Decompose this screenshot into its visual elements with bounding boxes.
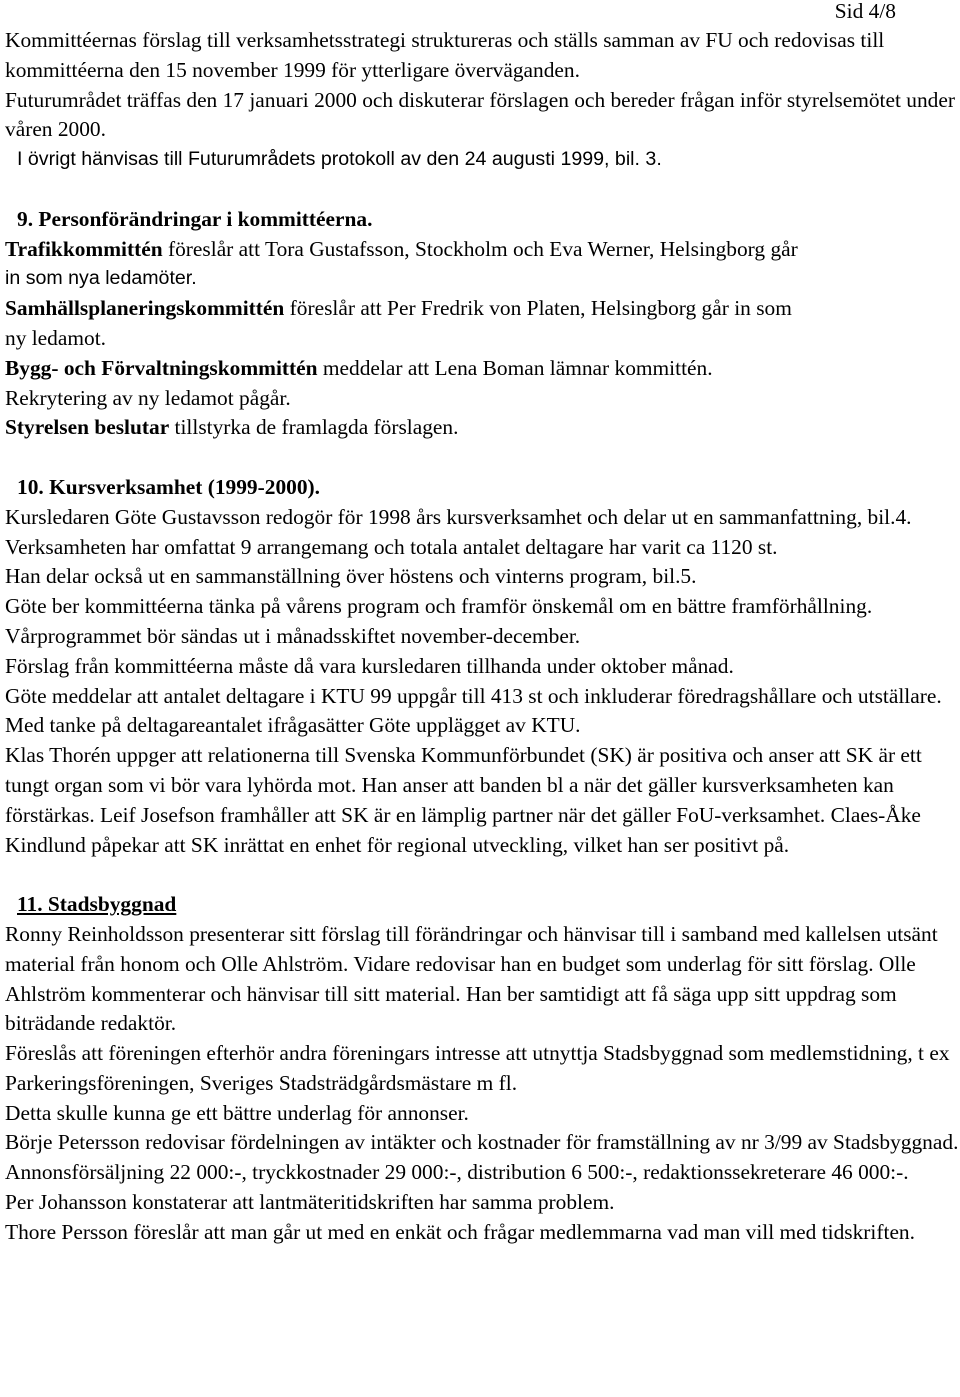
spacer (5, 443, 960, 473)
section-9-line-1-text: föreslår att Tora Gustafsson, Stockholm och Eva Werner, Helsingborg går (162, 236, 798, 261)
section-10-paragraph-1: Kursledaren Göte Gustavsson redogör för 1998 års kursverksamhet och delar ut en sammanfattning, bil.4. (5, 504, 912, 529)
section-9-line-3 (5, 354, 960, 384)
section-11-paragraph-1: Ronny Reinholdsson presenterar sitt förslag till förändringar och hänvisar till i samband med kallelsen utsänt material från honom och Olle Ahlström. Vidare redovisar han en budget som underlag för sitt förslag. Olle Ahlström kommenterar och hänvisar till sitt material. Han ber samtidigt att få säga upp sitt uppdrag som biträdande redaktör. (5, 921, 938, 1036)
section-10-paragraph-3: Han delar också ut en sammanställning över höstens och vinterns program, bil.5. (5, 564, 697, 589)
section-9-line-2-text: föreslår att Per Fredrik von Platen, Helsingborg går in som (284, 296, 792, 321)
section-11-paragraph-2: Föreslås att föreningen efterhör andra föreningars intresse att utnyttja Stadsbyggnad som medlemstidning, t ex Parkeringsföreningen, Sveriges Stadsträdgårdsmästare m fl. (5, 1041, 950, 1095)
section-10-paragraph-7: Klas Thorén uppger att relationerna till Svenska Kommunförbundet (SK) är positiva och anser att SK är ett tungt organ som vi bör vara lyhörda mot. Han anser att banden bl a när det gäller kursverksamheten kan förstärkas. Leif Josefson framhåller att SK är en lämplig partner när det gäller FoU-verksamhet. Claes-Åke Kindlund påpekar att SK inrättat en enhet för regional utveckling, vilket han ser positivt på. (5, 743, 922, 857)
futurum-paragraph-3: I övrigt hänvisas till Futurumrådets protokoll av den 24 augusti 1999, bil. 3. (17, 148, 662, 171)
section-9-line-2 (5, 294, 960, 324)
section-10-paragraph-5: Förslag från kommittéerna måste då vara kursledaren tillhanda under oktober månad. (5, 653, 734, 678)
section-11-paragraph-3: Detta skulle kunna ge ett bättre underlag för annonser. (5, 1100, 469, 1125)
page-number: Sid 4/8 (834, 0, 896, 23)
section-10-paragraph-6: Göte meddelar att antalet deltagare i KTU 99 uppgår till 413 st och inkluderar föredragshållare och utställare. Med tanke på deltagareantalet ifrågasätter Göte upplägget av KTU. (5, 683, 942, 738)
section-11-paragraph-4: Börje Petersson redovisar fördelningen av intäkter och kostnader för framställning av nr 3/99 av Stadsbyggnad. Annonsförsäljning 22 000:-, tryckkostnader 29 000:-, distribution 6 500:-, redaktionssekreterare 46 000:-. (5, 1130, 959, 1185)
section-9-line-1 (5, 235, 960, 265)
section-9-line-4: Rekrytering av ny ledamot pågår. (5, 385, 291, 410)
section-9-line-1-cont: in som nya ledamöter. (5, 267, 197, 290)
section-10-paragraph-2: Verksamheten har omfattat 9 arrangemang och totala antalet deltagare har varit ca 1120 st. (5, 534, 778, 559)
spacer (5, 860, 960, 890)
section-11-heading: 11. Stadsbyggnad (17, 892, 177, 917)
section-11-paragraph-6: Thore Persson föreslår att man går ut med en enkät och frågar medlemmarna vad man vill med tidskriften. (5, 1219, 915, 1244)
document-body (5, 26, 960, 1248)
section-9-line-3-text: meddelar att Lena Boman lämnar kommittén. (317, 355, 713, 380)
section-9-line-2-cont: ny ledamot. (5, 325, 106, 350)
spacer (5, 175, 960, 205)
section-10-paragraph-4: Göte ber kommittéerna tänka på vårens program och framför önskemål om en bättre framförhållning. Vårprogrammet bör sändas ut i månadsskiftet november-december. (5, 594, 873, 648)
section-9-line-5-text: tillstyrka de framlagda förslagen. (169, 415, 459, 440)
committee-name: Trafikkommittén (5, 236, 163, 261)
committee-name: Samhällsplaneringskommittén (5, 296, 285, 321)
section-11-paragraph-5: Per Johansson konstaterar att lantmäteritidskriften har samma problem. (5, 1190, 615, 1215)
committee-name: Bygg- och Förvaltningskommittén (5, 355, 318, 380)
section-9-heading: 9. Personförändringar i kommittéerna. (17, 206, 373, 231)
futurum-paragraph-1: Kommittéernas förslag till verksamhetsstrategi struktureras och ställs samman av FU och redovisas till kommittéerna den 15 november 1999 för ytterligare överväganden. (5, 28, 885, 82)
section-9-line-5 (5, 413, 960, 443)
futurum-paragraph-2: Futurumrådet träffas den 17 januari 2000 och diskuterar förslagen och bereder frågan inför styrelsemötet under våren 2000. (5, 87, 955, 142)
decision-label: Styrelsen beslutar (5, 415, 170, 440)
section-10-heading: 10. Kursverksamhet (1999-2000). (17, 474, 320, 499)
